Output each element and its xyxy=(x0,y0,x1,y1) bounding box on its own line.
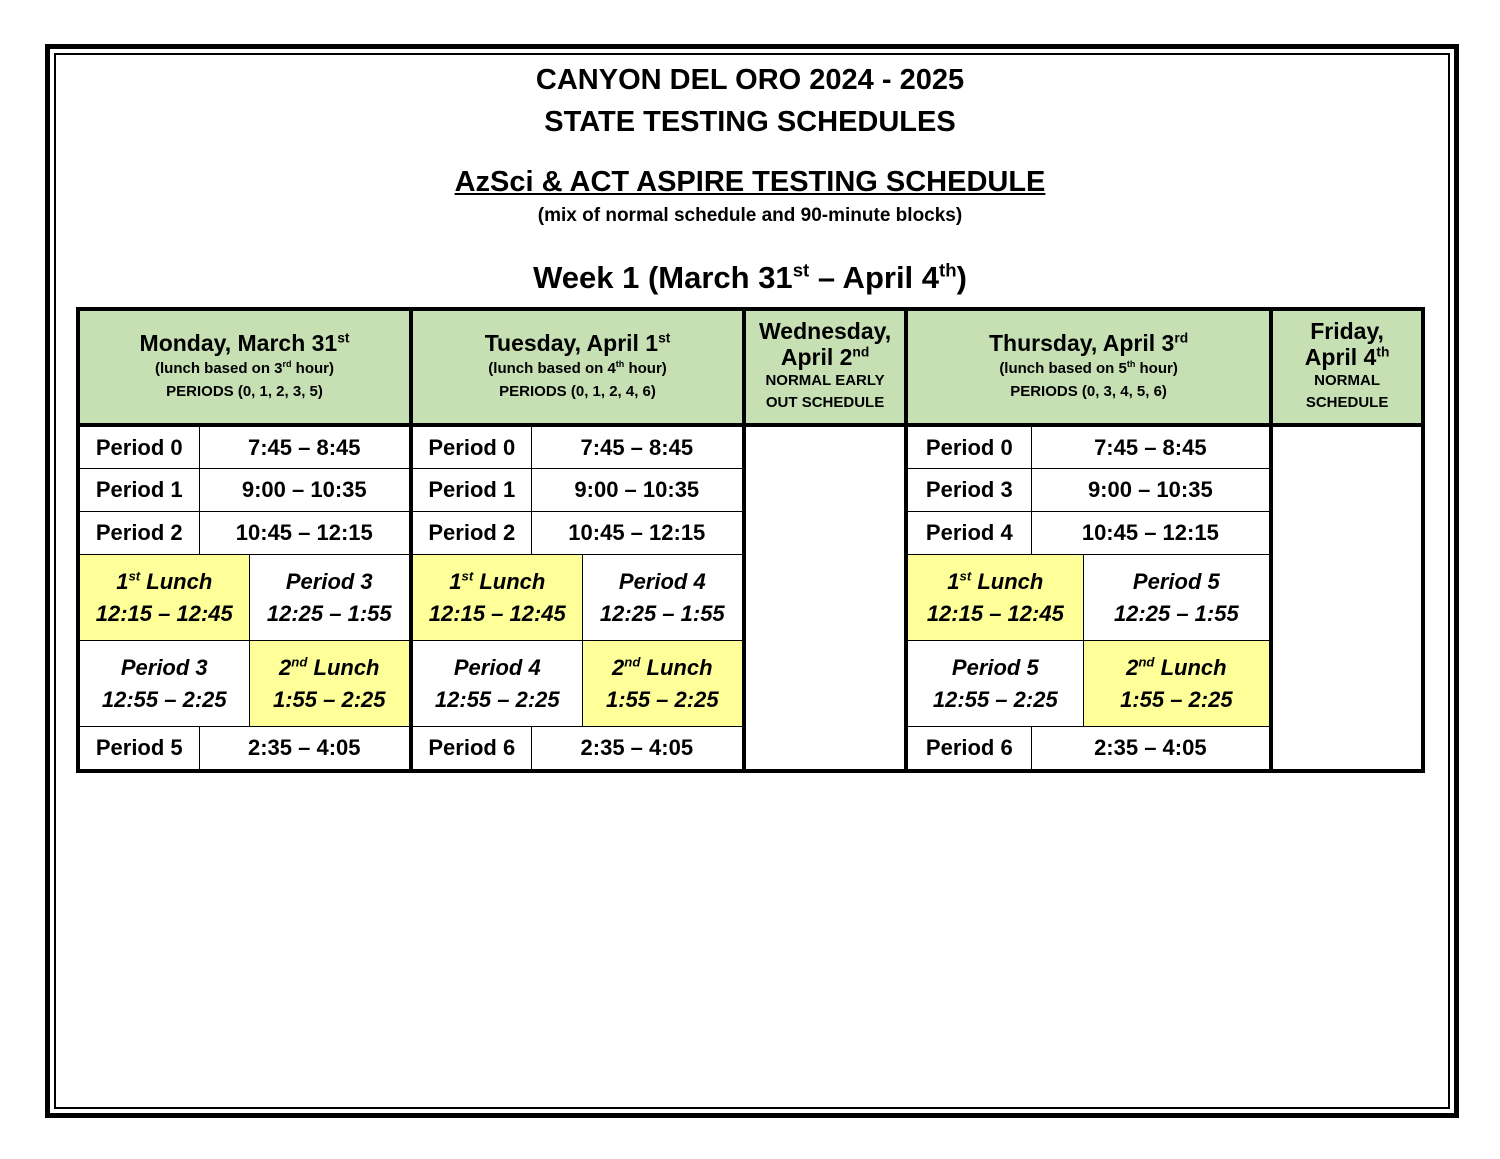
friday-note-2: SCHEDULE xyxy=(1305,394,1389,412)
thursday-class-period-cell: Period 5 12:25 – 1:55 xyxy=(1083,554,1271,640)
monday-first-lunch-cell: 1st Lunch 12:15 – 12:45 xyxy=(78,554,249,640)
thursday-time-cell: 9:00 – 10:35 xyxy=(1031,468,1271,511)
thursday-period-cell: Period 3 xyxy=(906,468,1031,511)
monday-periods: PERIODS (0, 1, 2, 3, 5) xyxy=(166,382,323,400)
monday-header xyxy=(78,309,411,425)
thursday-time-cell: 10:45 – 12:15 xyxy=(1031,511,1271,554)
tuesday-second-lunch-cell: 2nd Lunch 1:55 – 2:25 xyxy=(582,641,744,727)
tuesday-time-cell: 7:45 – 8:45 xyxy=(531,425,744,468)
friday-header xyxy=(1271,309,1423,425)
monday-period-cell: Period 2 xyxy=(78,511,199,554)
thursday-time-cell: 2:35 – 4:05 xyxy=(1031,727,1271,771)
thursday-period-cell: Period 6 xyxy=(906,727,1031,771)
tuesday-class-period-cell: Period 4 12:55 – 2:25 xyxy=(411,641,582,727)
friday-title-2: April 4th xyxy=(1304,343,1390,370)
monday-second-lunch-cell: 2nd Lunch 1:55 – 2:25 xyxy=(249,641,411,727)
tuesday-class-period-cell: Period 4 12:25 – 1:55 xyxy=(582,554,744,640)
friday-blank-column xyxy=(1271,425,1423,771)
week-label: Week 1 (March 31st – April 4th) xyxy=(533,259,967,295)
thursday-period-cell: Period 0 xyxy=(906,425,1031,468)
monday-time-cell: 10:45 – 12:15 xyxy=(199,511,411,554)
thursday-header xyxy=(906,309,1271,425)
monday-time-cell: 7:45 – 8:45 xyxy=(199,425,411,468)
tuesday-time-cell: 9:00 – 10:35 xyxy=(531,468,744,511)
monday-time-cell: 2:35 – 4:05 xyxy=(199,727,411,771)
wednesday-title-1: Wednesday, xyxy=(759,318,892,345)
table-row xyxy=(78,425,1423,468)
monday-period-cell: Period 5 xyxy=(78,727,199,771)
monday-period-cell: Period 0 xyxy=(78,425,199,468)
schedule-note: (mix of normal schedule and 90-minute blocks) xyxy=(537,205,963,226)
friday-note-1: NORMAL xyxy=(1314,371,1380,389)
wednesday-title-2: April 2nd xyxy=(780,343,870,370)
thursday-class-period-cell: Period 5 12:55 – 2:25 xyxy=(906,641,1083,727)
tuesday-period-cell: Period 1 xyxy=(411,468,531,511)
thursday-lunch-note: (lunch based on 5th hour) xyxy=(999,358,1178,377)
wednesday-header xyxy=(744,309,906,425)
monday-class-period-cell: Period 3 12:55 – 2:25 xyxy=(78,641,249,727)
thursday-first-lunch-cell: 1st Lunch 12:15 – 12:45 xyxy=(906,554,1083,640)
tuesday-period-cell: Period 6 xyxy=(411,727,531,771)
tuesday-first-lunch-cell: 1st Lunch 12:15 – 12:45 xyxy=(411,554,582,640)
thursday-second-lunch-cell: 2nd Lunch 1:55 – 2:25 xyxy=(1083,641,1271,727)
thursday-periods: PERIODS (0, 3, 4, 5, 6) xyxy=(1010,382,1167,400)
tuesday-time-cell: 2:35 – 4:05 xyxy=(531,727,744,771)
monday-period-cell: Period 1 xyxy=(78,468,199,511)
wednesday-note-2: OUT SCHEDULE xyxy=(765,394,885,412)
tuesday-time-cell: 10:45 – 12:15 xyxy=(531,511,744,554)
tuesday-header xyxy=(411,309,744,425)
tuesday-title: Tuesday, April 1st xyxy=(484,330,671,357)
friday-title-1: Friday, xyxy=(1310,318,1384,345)
tuesday-period-cell: Period 0 xyxy=(411,425,531,468)
thursday-period-cell: Period 4 xyxy=(906,511,1031,554)
monday-class-period-cell: Period 3 12:25 – 1:55 xyxy=(249,554,411,640)
schedule-title: AzSci & ACT ASPIRE TESTING SCHEDULE xyxy=(454,166,1046,198)
monday-title: Monday, March 31st xyxy=(139,330,350,357)
tuesday-periods: PERIODS (0, 1, 2, 4, 6) xyxy=(499,382,656,400)
monday-time-cell: 9:00 – 10:35 xyxy=(199,468,411,511)
monday-lunch-note: (lunch based on 3rd hour) xyxy=(155,358,335,377)
tuesday-period-cell: Period 2 xyxy=(411,511,531,554)
page-subtitle: STATE TESTING SCHEDULES xyxy=(544,106,956,138)
thursday-time-cell: 7:45 – 8:45 xyxy=(1031,425,1271,468)
tuesday-lunch-note: (lunch based on 4th hour) xyxy=(488,358,667,377)
schedule-table xyxy=(76,307,1425,773)
wednesday-note-1: NORMAL EARLY xyxy=(765,371,885,389)
thursday-title: Thursday, April 3rd xyxy=(989,330,1189,357)
wednesday-blank-column xyxy=(744,425,906,771)
school-title: CANYON DEL ORO 2024 - 2025 xyxy=(535,64,965,96)
